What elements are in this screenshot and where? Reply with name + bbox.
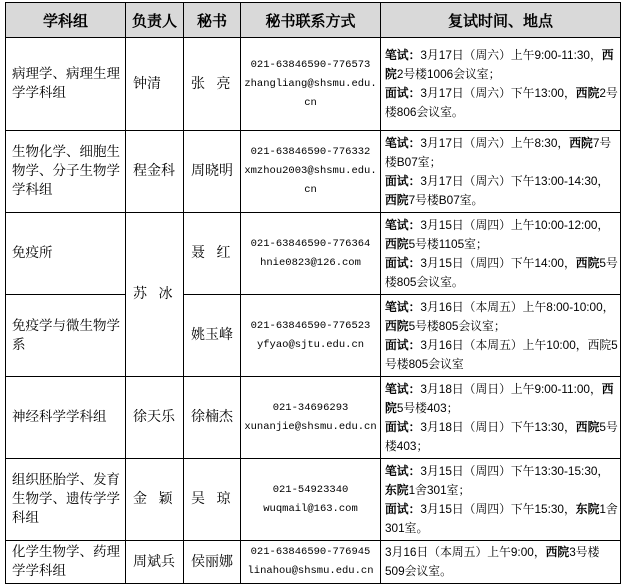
secretary-cell	[184, 38, 240, 130]
campus-name: 西院	[575, 419, 600, 434]
secretary-name: 吴 琼	[191, 491, 231, 507]
leader-cell	[126, 131, 183, 212]
secretary-name: 聂 红	[191, 245, 231, 261]
campus-name: 西院	[385, 48, 614, 81]
subject-group-name: 免疫学与微生物学系	[12, 317, 120, 353]
subject-group-cell	[6, 377, 125, 458]
header-secretary: 秘书	[184, 3, 240, 37]
exam-label: 笔试：	[385, 48, 421, 62]
interview-label: 面试：	[385, 255, 421, 270]
subject-group-cell	[6, 541, 125, 583]
campus-name: 西院	[385, 381, 614, 415]
secretary-name: 姚玉峰	[191, 327, 233, 343]
secretary-cell	[184, 213, 240, 294]
interview-room: 1舍301室。	[385, 501, 618, 535]
leader-name: 钟清	[133, 75, 161, 92]
secretary-cell	[184, 295, 240, 376]
exam-label: 笔试：	[385, 299, 421, 314]
exam-label: 笔试：	[385, 381, 421, 396]
secretary-email: xunanjie@shsmu.edu.cn	[244, 420, 377, 433]
interview-time: 3月18日（周日）下午13:30，	[420, 419, 576, 434]
campus-name: 西院	[385, 192, 409, 207]
interview-time: 3月17日（周六）下午13:00，	[420, 86, 576, 100]
exam-label: 笔试：	[385, 463, 421, 478]
campus-name: 西院	[385, 318, 409, 333]
leader-name: 苏 冰	[133, 286, 173, 302]
subject-group-name: 组织胚胎学、发育生物学、遗传学学科组	[12, 472, 120, 526]
exam-room: 7号楼B07室；	[385, 135, 612, 169]
written-exam-line	[385, 298, 619, 336]
contact-cell	[241, 131, 380, 212]
leader-cell-merged	[126, 213, 183, 376]
secretary-name: 张 亮	[191, 75, 231, 92]
exam-time: 3月17日（周六）上午9:00-11:30，	[420, 48, 602, 62]
interview-time: 3月17日（周六）下午13:00-14:30，	[420, 173, 610, 188]
secretary-cell	[184, 131, 240, 212]
subject-group-name: 生物化学、细胞生物学、分子生物学学科组	[12, 144, 120, 198]
subject-group-cell	[6, 295, 125, 376]
exam-time: 3月15日（周四）下午13:30-15:30，	[420, 463, 610, 478]
contact-cell	[241, 213, 380, 294]
campus-name: 东院	[385, 482, 409, 497]
campus-name: 西院	[385, 236, 409, 251]
secretary-phone: 021-63846590-776523	[250, 319, 371, 332]
secretary-name: 周晓明	[191, 163, 233, 179]
campus-name: 西院	[575, 86, 600, 100]
subject-group-cell	[6, 459, 125, 540]
interview-room: 7号楼B07室。	[408, 192, 484, 207]
leader-name: 金 颖	[133, 491, 173, 507]
secretary-cell	[184, 541, 240, 583]
interview-time-place: 3月16日（本周五）上午10:00，西院5号楼805会议室	[385, 337, 618, 371]
schedule-cell	[381, 459, 620, 540]
interview-room: 5号楼805会议室。	[385, 255, 618, 289]
leader-cell	[126, 377, 183, 458]
campus-name: 西院	[569, 135, 593, 150]
interview-line	[385, 500, 619, 538]
secretary-phone: 021-63846590-776364	[250, 237, 371, 250]
secretary-name: 侯丽娜	[191, 553, 233, 570]
schedule-cell	[381, 541, 620, 583]
contact-cell	[241, 541, 380, 583]
exam-time: 3月15日（周四）上午10:00-12:00，	[420, 217, 610, 232]
leader-cell	[126, 38, 183, 130]
schedule-cell	[381, 131, 620, 212]
subject-group-cell	[6, 213, 125, 294]
subject-group-name: 病理学、病理生理学学科组	[12, 66, 120, 101]
interview-line	[385, 84, 619, 122]
interview-label: 面试：	[385, 419, 421, 434]
subject-group-name: 神经科学学科组	[12, 409, 107, 425]
interview-label: 面试：	[385, 86, 421, 100]
exam-room: 5号楼403；	[396, 400, 459, 415]
header-secretary-contact: 秘书联系方式	[241, 3, 380, 37]
secretary-name: 徐楠杰	[191, 409, 233, 425]
written-exam-line	[385, 216, 619, 254]
header-subject-group: 学科组	[6, 3, 125, 37]
interview-time: 3月15日（周四）下午14:00，	[420, 255, 576, 270]
exam-room: 1舍301室；	[408, 482, 471, 497]
exam-room: 2号楼1006会议室；	[396, 67, 501, 81]
secretary-email: xmzhou2003@shsmu.edu.cn	[244, 165, 377, 196]
leader-cell	[126, 459, 183, 540]
secretary-email: linahou@shsmu.edu.cn	[247, 565, 374, 577]
secretary-cell	[184, 377, 240, 458]
interview-label: 面试：	[385, 337, 421, 352]
exam-label: 笔试：	[385, 217, 421, 232]
interview-room: 5号楼403；	[385, 419, 618, 453]
interview-line	[385, 336, 619, 374]
contact-cell	[241, 38, 380, 130]
exam-time: 3月16日（本周五）上午8:00-10:00，	[420, 299, 615, 314]
exam-room: 5号楼1105室；	[408, 236, 488, 251]
leader-name: 周斌兵	[133, 553, 175, 570]
leader-name: 徐天乐	[133, 409, 175, 425]
secretary-phone: 021-63846590-776945	[250, 546, 371, 558]
interview-schedule-table	[5, 2, 621, 584]
contact-cell	[241, 377, 380, 458]
written-exam-line	[385, 134, 619, 172]
interview-line	[385, 172, 619, 210]
schedule-cell	[381, 377, 620, 458]
contact-cell	[241, 459, 380, 540]
schedule-cell	[381, 38, 620, 130]
secretary-phone: 021-63846590-776332	[250, 146, 371, 158]
interview-label: 面试：	[385, 501, 421, 516]
interview-time: 3月15日（周四）下午15:30，	[420, 501, 576, 516]
subject-group-cell	[6, 131, 125, 212]
interview-line	[385, 418, 619, 456]
exam-time: 3月17日（周六）上午8:30，	[420, 135, 570, 150]
subject-group-name: 免疫所	[12, 245, 53, 261]
interview-room: 3号楼509会议室。	[385, 545, 600, 578]
campus-name: 西院	[575, 255, 600, 270]
schedule-cell	[381, 295, 620, 376]
leader-cell	[126, 541, 183, 583]
secretary-email: yfyao@sjtu.edu.cn	[256, 338, 365, 351]
subject-group-cell	[6, 38, 125, 130]
leader-name: 程金科	[133, 163, 175, 179]
campus-name: 东院	[575, 501, 600, 516]
interview-label: 面试：	[385, 173, 421, 188]
secretary-phone: 021-63846590-776573	[250, 58, 371, 71]
written-exam-line	[385, 462, 619, 500]
secretary-cell	[184, 459, 240, 540]
header-interview-time-place: 复试时间、地点	[381, 3, 620, 37]
secretary-email: hnie0823@126.com	[260, 256, 361, 269]
secretary-phone: 021-34696293	[272, 401, 349, 414]
interview-time: 3月16日（本周五）上午9:00，	[385, 545, 546, 559]
exam-time: 3月18日（周日）上午9:00-11:00，	[420, 381, 602, 396]
contact-cell	[241, 295, 380, 376]
secretary-email: zhangliang@shsmu.edu.cn	[244, 77, 377, 109]
written-exam-line	[385, 46, 619, 84]
interview-line	[385, 254, 619, 292]
interview-line	[385, 543, 619, 581]
secretary-phone: 021-54923340	[272, 483, 349, 496]
campus-name: 西院	[545, 545, 570, 559]
header-leader: 负责人	[126, 3, 183, 37]
written-exam-line	[385, 380, 619, 418]
interview-room: 2号楼806会议室。	[385, 86, 618, 119]
exam-room: 5号楼805会议室；	[408, 318, 506, 333]
subject-group-name: 化学生物学、药理学学科组	[12, 544, 120, 579]
secretary-email: wuqmail@163.com	[263, 502, 358, 515]
exam-label: 笔试：	[385, 135, 421, 150]
schedule-cell	[381, 213, 620, 294]
